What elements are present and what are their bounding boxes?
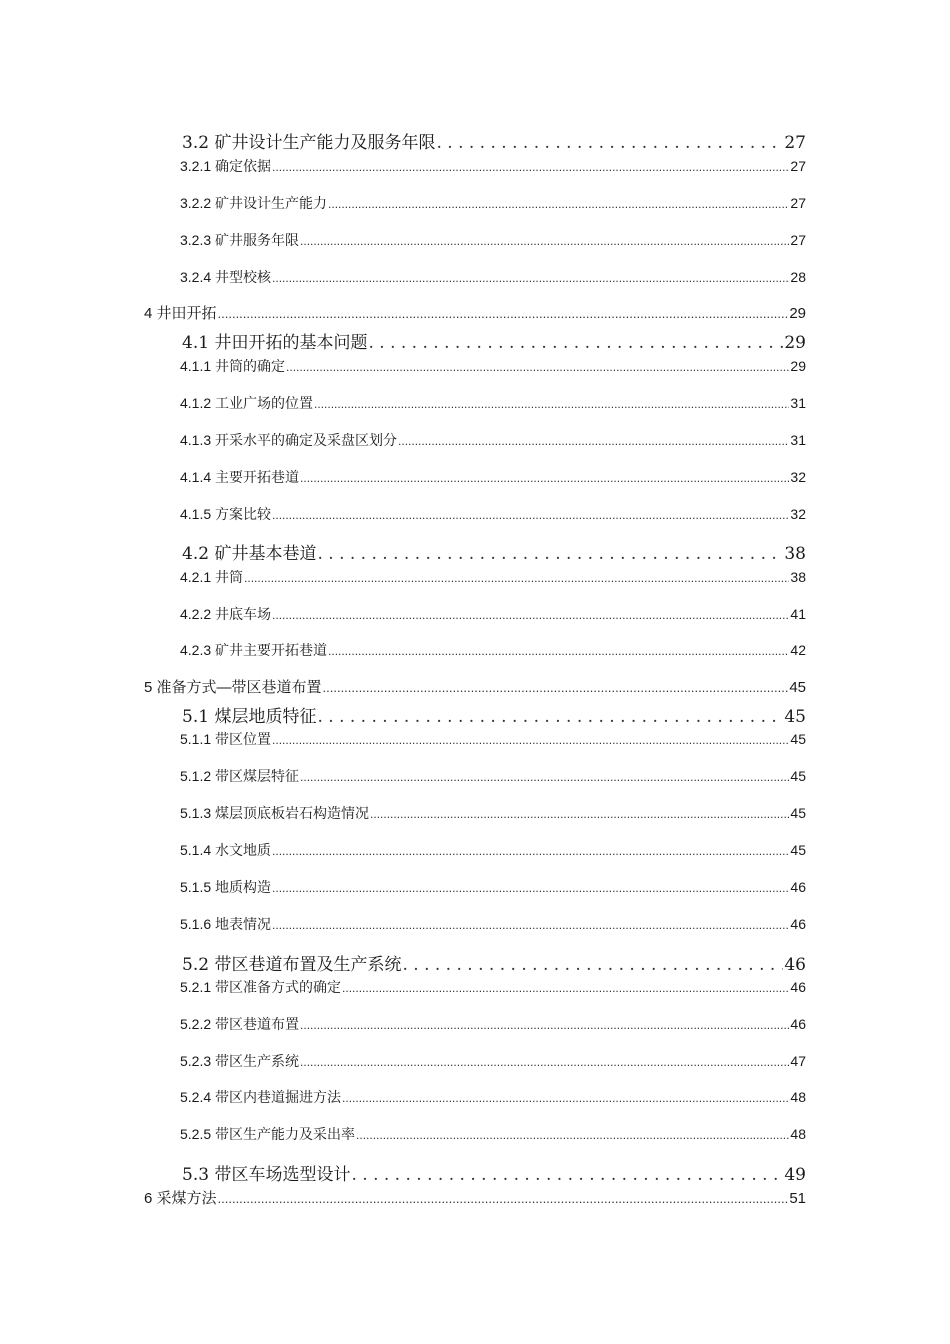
toc-page-number: 46 [790, 916, 806, 932]
toc-entry[interactable] [180, 504, 806, 524]
toc-entry-title: 4 井田开拓 [144, 305, 217, 322]
toc-entry[interactable] [180, 604, 806, 624]
toc-dot-leader [272, 269, 789, 285]
toc-entry[interactable] [180, 766, 806, 786]
toc-entry-title: 3.2.2 矿井设计生产能力 [180, 195, 328, 211]
toc-page-number: 45 [790, 805, 806, 821]
toc-dot-leader [300, 1053, 789, 1069]
toc-entry[interactable] [180, 1124, 806, 1144]
toc-dot-leader [300, 1016, 789, 1032]
toc-page-number: 48 [790, 1089, 806, 1105]
toc-page-number: 38 [790, 569, 806, 585]
toc-page-number: 29 [789, 305, 806, 322]
toc-dot-leader [402, 955, 783, 975]
toc-entry[interactable] [180, 1014, 806, 1034]
toc-entry[interactable] [180, 267, 806, 287]
toc-entry-title: 4.1.5 方案比较 [180, 506, 272, 522]
toc-entry-title: 5.2.4 带区内巷道掘进方法 [180, 1089, 342, 1105]
toc-entry[interactable] [180, 1087, 806, 1107]
toc-page-number: 29 [790, 358, 806, 374]
toc-entry-title: 5.2 带区巷道布置及生产系统 [182, 955, 402, 975]
toc-page-number: 46 [790, 979, 806, 995]
toc-dot-leader [368, 333, 783, 353]
toc-page-number: 27 [790, 195, 806, 211]
toc-entry[interactable] [182, 702, 806, 727]
toc-entry-title: 5.2.1 带区准备方式的确定 [180, 979, 342, 995]
toc-page-number: 47 [790, 1053, 806, 1069]
toc-entry-title: 3.2.1 确定依据 [180, 158, 272, 174]
toc-page-number: 45 [789, 679, 806, 696]
toc-entry-title: 5.1.1 带区位置 [180, 731, 272, 747]
toc-entry[interactable] [180, 356, 806, 376]
toc-dot-leader [300, 768, 789, 784]
toc-page-number: 41 [790, 606, 806, 622]
toc-page-number: 42 [790, 642, 806, 658]
toc-page-number: 27 [784, 133, 806, 153]
toc-entry-title: 5.2.3 带区生产系统 [180, 1053, 300, 1069]
toc-entry-title: 4.2.2 井底车场 [180, 606, 272, 622]
toc-entry-title: 4.1.4 主要开拓巷道 [180, 469, 300, 485]
toc-dot-leader [398, 432, 789, 448]
toc-page-number: 46 [784, 955, 806, 975]
toc-entry[interactable] [182, 950, 806, 975]
toc-entry[interactable] [180, 914, 806, 934]
toc-entry-title: 4.1.1 井筒的确定 [180, 358, 286, 374]
toc-page-number: 31 [790, 432, 806, 448]
toc-dot-leader [272, 916, 789, 932]
toc-dot-leader [272, 731, 789, 747]
toc-entry[interactable] [182, 128, 806, 153]
toc-dot-leader [286, 358, 789, 374]
toc-entry-title: 5.2.2 带区巷道布置 [180, 1016, 300, 1032]
toc-entry[interactable] [180, 977, 806, 997]
toc-page-number: 45 [790, 731, 806, 747]
toc-dot-leader [218, 1190, 789, 1207]
toc-entry[interactable] [144, 302, 806, 323]
toc-entry-title: 5.1.5 地质构造 [180, 879, 272, 895]
toc-dot-leader [356, 1126, 789, 1142]
toc-dot-leader [342, 979, 789, 995]
toc-dot-leader [370, 805, 789, 821]
toc-page-number: 45 [784, 707, 806, 727]
toc-dot-leader [244, 569, 789, 585]
toc-entry[interactable] [180, 1051, 806, 1071]
toc-page-number: 27 [790, 232, 806, 248]
toc-entry-title: 4.1 井田开拓的基本问题 [182, 333, 368, 353]
toc-entry[interactable] [180, 393, 806, 413]
toc-entry[interactable] [180, 156, 806, 176]
toc-page-number: 51 [789, 1190, 806, 1207]
toc-entry[interactable] [180, 193, 806, 213]
toc-entry[interactable] [180, 467, 806, 487]
toc-entry-title: 5.1.2 带区煤层特征 [180, 768, 300, 784]
toc-entry[interactable] [182, 328, 806, 353]
toc-entry-title: 6 采煤方法 [144, 1190, 217, 1207]
toc-entry[interactable] [180, 567, 806, 587]
toc-dot-leader [300, 469, 789, 485]
toc-dot-leader [272, 606, 789, 622]
toc-dot-leader [272, 158, 789, 174]
toc-dot-leader [300, 232, 789, 248]
toc-page-number: 28 [790, 269, 806, 285]
toc-entry-title: 5.2.5 带区生产能力及采出率 [180, 1126, 356, 1142]
toc-dot-leader [436, 133, 783, 153]
toc-entry[interactable] [144, 676, 806, 697]
toc-page-number: 32 [790, 469, 806, 485]
toc-entry[interactable] [180, 640, 806, 660]
toc-page-number: 38 [784, 544, 806, 564]
toc-entry-title: 4.2.1 井筒 [180, 569, 244, 585]
toc-page-number: 31 [790, 395, 806, 411]
toc-dot-leader [218, 305, 789, 322]
toc-dot-leader [272, 879, 789, 895]
toc-entry[interactable] [180, 230, 806, 250]
toc-dot-leader [272, 506, 789, 522]
toc-dot-leader [328, 642, 789, 658]
toc-dot-leader [314, 395, 789, 411]
toc-dot-leader [317, 707, 783, 727]
toc-page-number: 27 [790, 158, 806, 174]
toc-entry-title: 5.1.3 煤层顶底板岩石构造情况 [180, 805, 370, 821]
toc-entry[interactable] [180, 729, 806, 749]
toc-entry-title: 3.2 矿井设计生产能力及服务年限 [182, 133, 436, 153]
toc-entry-title: 3.2.4 井型校核 [180, 269, 272, 285]
toc-entry-title: 4.1.2 工业广场的位置 [180, 395, 314, 411]
toc-dot-leader [328, 195, 789, 211]
toc-dot-leader [323, 679, 789, 696]
toc-entry-title: 3.2.3 矿井服务年限 [180, 232, 300, 248]
toc-page-number: 48 [790, 1126, 806, 1142]
toc-entry[interactable] [180, 803, 806, 823]
toc-page-number: 46 [790, 1016, 806, 1032]
toc-page-number: 29 [784, 333, 806, 353]
toc-entry[interactable] [182, 539, 806, 564]
toc-entry-title: 5.3 带区车场选型设计 [182, 1165, 351, 1185]
toc-page-number: 45 [790, 842, 806, 858]
toc-entry[interactable] [144, 1187, 806, 1208]
toc-dot-leader [342, 1089, 789, 1105]
toc-dot-leader [351, 1165, 783, 1185]
toc-page-number: 46 [790, 879, 806, 895]
toc-entry-title: 5.1.6 地表情况 [180, 916, 272, 932]
toc-page-number: 49 [784, 1165, 806, 1185]
toc-page-number: 32 [790, 506, 806, 522]
toc-entry-title: 5.1 煤层地质特征 [182, 707, 317, 727]
toc-entry-title: 4.2.3 矿井主要开拓巷道 [180, 642, 328, 658]
toc-entry-title: 5 准备方式—带区巷道布置 [144, 679, 322, 696]
toc-entry[interactable] [180, 877, 806, 897]
toc-dot-leader [317, 544, 783, 564]
toc-dot-leader [272, 842, 789, 858]
toc-entry-title: 5.1.4 水文地质 [180, 842, 272, 858]
toc-entry[interactable] [180, 840, 806, 860]
toc-page-number: 45 [790, 768, 806, 784]
toc-entry-title: 4.2 矿井基本巷道 [182, 544, 317, 564]
toc-entry-title: 4.1.3 开采水平的确定及采盘区划分 [180, 432, 398, 448]
toc-entry[interactable] [182, 1160, 806, 1185]
toc-entry[interactable] [180, 430, 806, 450]
